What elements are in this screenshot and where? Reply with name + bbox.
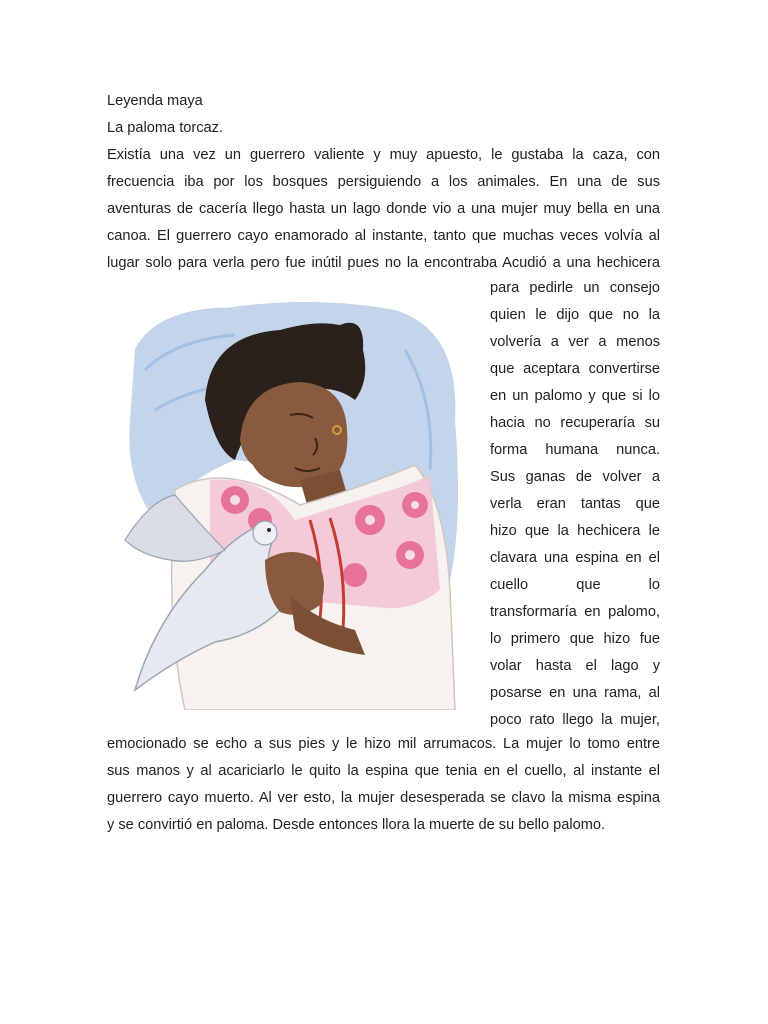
- side-text-line: para pedirle un consejo: [490, 280, 660, 296]
- side-text-line: que aceptara convertirse: [490, 361, 660, 377]
- paragraph-line: guerrero cayo muerto. Al ver esto, la mujer desesperada se clavo la misma espina: [107, 790, 660, 806]
- paragraph-line: frecuencia iba por los bosques persiguiendo a los animales. En una de sus: [107, 174, 660, 190]
- side-text-line: Sus ganas de volver a: [490, 469, 660, 485]
- paragraph-line: lugar solo para verla pero fue inútil pues no la encontraba Acudió a una hechicera: [107, 255, 660, 271]
- side-text-line: hizo que la hechicera le: [490, 523, 660, 539]
- side-text-line: quien le dijo que no la: [490, 307, 660, 323]
- side-text-line: verla eran tantas que: [490, 496, 660, 512]
- side-text-line: clavara una espina en el: [490, 550, 660, 566]
- side-text-line: volar hasta el lago y: [490, 658, 660, 674]
- side-text-line: volvería a ver a menos: [490, 334, 660, 350]
- side-text-line: cuello que lo: [490, 577, 660, 593]
- side-text-line: poco rato llego la mujer,: [490, 712, 660, 728]
- woman-holding-dove-illustration: [115, 290, 470, 710]
- side-text-line: lo primero que hizo fue: [490, 631, 660, 647]
- document-heading: Leyenda maya: [107, 93, 203, 109]
- dove-head: [253, 521, 277, 545]
- paragraph-line: emocionado se echo a sus pies y le hizo mil arrumacos. La mujer lo tomo entre: [107, 736, 660, 752]
- dove-eye: [267, 528, 271, 532]
- side-text-line: hacia no recuperaría su: [490, 415, 660, 431]
- paragraph-line: Existía una vez un guerrero valiente y muy apuesto, le gustaba la caza, con: [107, 147, 660, 163]
- side-text-line: transformaría en palomo,: [490, 604, 660, 620]
- side-text-line: en un palomo y que si lo: [490, 388, 660, 404]
- paragraph-line: aventuras de cacería llego hasta un lago donde vio a una mujer muy bella en una: [107, 201, 660, 217]
- side-text-line: posarse en una rama, al: [490, 685, 660, 701]
- paragraph-line: sus manos y al acariciarlo le quito la espina que tenia en el cuello, al instante el: [107, 763, 660, 779]
- side-text-line: forma humana nunca.: [490, 442, 660, 458]
- paragraph-line-last: y se convirtió en paloma. Desde entonces llora la muerte de su bello palomo.: [107, 817, 606, 833]
- document-title: La paloma torcaz.: [107, 120, 224, 136]
- paragraph-line: canoa. El guerrero cayo enamorado al instante, tanto que muchas veces volvía al: [107, 228, 660, 244]
